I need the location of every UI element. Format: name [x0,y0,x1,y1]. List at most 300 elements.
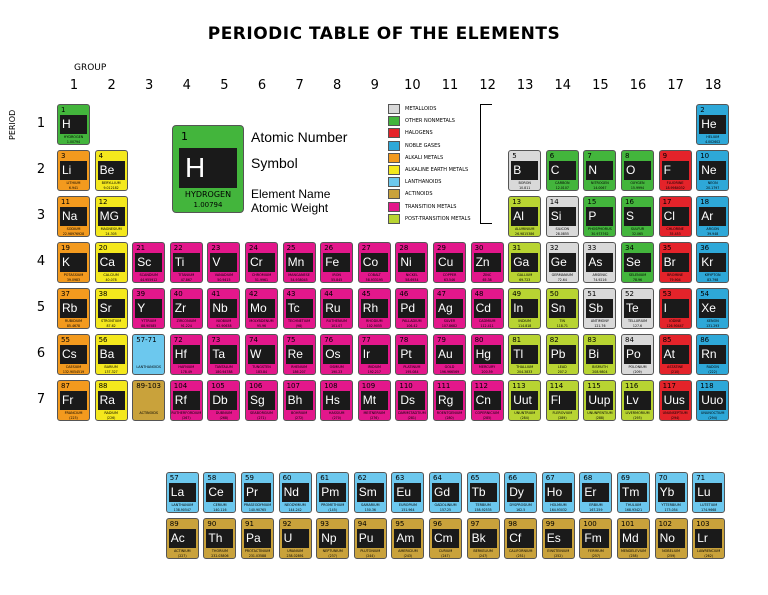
element-name: NOBELIUM [662,549,681,553]
element-cell [692,518,725,559]
legend-item [388,128,508,139]
atomic-number: 66 [508,474,518,482]
atomic-weight: 20.1797 [706,186,720,190]
element-cell [655,518,688,559]
element-cell [542,518,575,559]
element-symbol: Ac [169,529,196,548]
element-cell [696,150,729,191]
atomic-number: 88 [98,382,108,390]
element-cell [583,380,616,421]
legend-item [388,202,508,213]
element-symbol: Uup [586,391,613,410]
atomic-weight: 180.94788 [215,370,233,374]
atomic-weight: 106.42 [406,324,418,328]
atomic-number: 58 [207,474,217,482]
element-symbol: Ra [98,391,125,410]
atomic-weight: 107.8682 [441,324,458,328]
atomic-weight: (252) [554,554,563,558]
element-cell [170,380,203,421]
element-name: PLUTONIUM [360,549,381,553]
element-symbol: Cu [436,253,463,272]
atomic-weight: 164.93032 [549,508,567,512]
element-cell [583,242,616,283]
element-cell [95,150,128,191]
element-cell [358,288,391,329]
atomic-number: 69 [621,474,630,482]
element-symbol: K [60,253,87,272]
element-symbol: Po [624,345,651,364]
element-cell [621,288,654,329]
element-cell [95,242,128,283]
group-number: 15 [592,78,609,93]
element-name: ANTIMONY [590,319,609,323]
atomic-number: 70 [658,474,668,482]
atomic-weight: (284) [520,416,529,420]
period-number: 5 [36,300,46,315]
period-number: 4 [36,254,46,269]
element-cell [207,334,240,375]
atomic-weight: 24.305 [105,232,117,236]
element-name: MOLYBDENUM [249,319,274,323]
atomic-weight: 207.2 [557,370,567,374]
element-name: YTTRIUM [141,319,157,323]
atomic-number: 94 [357,520,367,528]
group-number: 14 [554,78,572,93]
key-symbol: H [179,148,237,188]
element-name: MENDELEVIUM [620,549,647,553]
element-name: IRIDIUM [367,365,381,369]
element-symbol: Te [624,299,651,318]
element-cell [203,518,236,559]
atomic-weight: (251) [516,554,525,558]
atomic-number: 98 [508,520,518,528]
element-name: GERMANIUM [551,273,573,277]
atomic-number: 54 [700,290,710,298]
element-cell [57,380,90,421]
atomic-weight: 132.9054519 [62,370,85,374]
element-symbol: Si [549,207,576,226]
atomic-number: 44 [324,290,334,298]
element-symbol: Zr [173,299,200,318]
atomic-number: 29 [437,244,446,252]
element-symbol: Al [511,207,538,226]
element-cell [320,288,353,329]
atomic-number: 115 [587,382,601,390]
atomic-weight: (237) [328,554,337,558]
element-symbol: Ba [98,345,125,364]
element-symbol: Tm [620,483,647,502]
atomic-number: 46 [399,290,409,298]
atomic-number: 26 [324,244,334,252]
element-symbol: I [662,299,689,318]
element-name: TITANIUM [178,273,195,277]
element-symbol: Mo [248,299,275,318]
element-name: RADIUM [104,411,118,415]
element-symbol: F [662,161,689,180]
atomic-weight: 121.76 [594,324,606,328]
element-symbol: Fl [549,391,576,410]
element-cell [395,242,428,283]
atomic-number: 9 [662,152,668,160]
element-name: TANTALUM [214,365,233,369]
element-name: CURIUM [438,549,453,553]
element-name: GADOLINIUM [434,503,457,507]
element-symbol: Lv [624,391,651,410]
legend-label: TRANSITION METALS [405,203,457,210]
element-name: SAMARIUM [361,503,380,507]
atomic-number: 20 [98,244,108,252]
group-number: 5 [220,78,229,93]
atomic-number: 25 [286,244,296,252]
element-cell [696,288,729,329]
element-name: ASTATINE [667,365,684,369]
atomic-number: 109 [361,382,376,390]
atomic-weight: 178.49 [180,370,192,374]
atomic-number: 41 [211,290,221,298]
atomic-weight: (210) [670,370,680,374]
atomic-weight: 200.59 [481,370,493,374]
element-cell [433,288,466,329]
legend-bracket-line [480,223,492,224]
atomic-number: 73 [211,336,221,344]
element-symbol: Sn [549,299,576,318]
atomic-weight: 69.723 [519,278,531,282]
atomic-weight: 150.36 [364,508,376,512]
element-name: SILICON [555,227,570,231]
element-cell [579,518,612,559]
atomic-number: 81 [512,336,522,344]
atomic-number: 37 [61,290,70,298]
atomic-weight: 6.941 [68,186,79,190]
element-name: TECHNETIUM [287,319,311,323]
element-name: RHENIUM [291,365,308,369]
element-symbol: P [586,207,613,226]
atomic-weight: 14.0067 [593,186,607,190]
element-cell [546,288,579,329]
atomic-number: 74 [249,336,258,344]
atomic-number: 99 [545,520,555,528]
element-cell [391,472,424,513]
element-name: MAGNESIUM [100,227,122,231]
group-number: 17 [667,78,684,93]
element-symbol: Ga [511,253,538,272]
atomic-number: 105 [211,382,225,390]
atomic-weight: (270) [332,416,341,420]
element-symbol: Md [620,529,647,548]
element-name: STRONTIUM [100,319,122,323]
element-symbol: Ce [206,483,233,502]
element-name: CHROMIUM [251,273,272,277]
element-name: THALLIUM [516,365,534,369]
atomic-weight: (268) [219,416,229,420]
element-cell [621,380,654,421]
element-symbol: Kr [699,253,726,272]
element-cell [57,196,90,237]
element-symbol: Fr [60,391,87,410]
group-axis-label: GROUP [74,63,107,73]
element-cell [207,380,240,421]
element-cell [621,242,654,283]
element-name: UNUNOCTIUM [700,411,725,415]
element-cell [354,472,387,513]
element-symbol: Os [323,345,350,364]
atomic-number: 19 [61,244,70,252]
element-symbol: Ds [398,391,425,410]
atomic-number: 103 [696,520,710,528]
atomic-number: 111 [437,382,451,390]
atomic-weight: 102.9055 [366,324,382,328]
element-cell [241,472,274,513]
atomic-weight: (285) [482,416,492,420]
element-name: CHLORINE [666,227,684,231]
element-cell [659,334,692,375]
element-name: NICKEL [405,273,418,277]
element-cell [546,380,579,421]
element-symbol: U [282,529,309,548]
atomic-weight: 87.62 [106,324,116,328]
atomic-weight: 30.973762 [591,232,609,236]
atomic-weight: 26.9815386 [515,232,535,236]
element-cell [471,334,504,375]
element-cell [170,242,203,283]
element-symbol: Pb [549,345,576,364]
element-cell [617,518,650,559]
element-name: YTTERBIUM [661,503,681,507]
element-cell [207,242,240,283]
group-number: 10 [404,78,421,93]
atomic-number: 43 [286,290,296,298]
atomic-number: 57-71 [136,336,157,344]
atomic-weight: 65.38 [482,278,492,282]
legend-swatch [388,128,400,138]
period-number: 1 [36,116,46,131]
legend-item [388,165,508,176]
atomic-number: 32 [549,244,559,252]
element-name: NEON [707,181,718,185]
element-symbol: Sr [98,299,125,318]
atomic-weight: (289) [558,416,567,420]
element-name: MEITNERIUM [363,411,386,415]
element-symbol: Ni [398,253,425,272]
element-cell [433,334,466,375]
element-symbol: Cd [474,299,501,318]
element-cell [95,288,128,329]
element-name: DYSPROSIUM [509,503,532,507]
element-name: PROMETHIUM [321,503,345,507]
element-name: LIVERMORIUM [625,411,650,415]
element-cell [621,196,654,237]
group-number: 9 [370,78,379,93]
element-cell [395,288,428,329]
group-number: 12 [479,78,496,93]
element-name: THULIUM [625,503,642,507]
group-number: 6 [257,78,267,93]
element-symbol: In [511,299,538,318]
element-name: LUTETIUM [700,503,718,507]
atomic-weight: 157.25 [439,508,452,512]
element-symbol: Ge [549,253,576,272]
element-name: CARBON [555,181,570,185]
element-cell [57,150,90,191]
element-symbol: Hg [474,345,501,364]
element-cell [429,472,462,513]
atomic-number: 93 [320,520,330,528]
element-name: DARMSTADTIUM [398,411,426,415]
element-cell [542,472,575,513]
element-cell [696,104,729,145]
element-symbol: As [586,253,613,272]
atomic-number: 1 [61,106,66,114]
element-cell [132,242,165,283]
atomic-number: 49 [512,290,522,298]
atomic-number: 67 [545,474,555,482]
element-name: CERIUM [213,503,227,507]
atomic-weight: 126.90447 [666,324,684,328]
element-symbol: Er [582,483,609,502]
element-symbol: Ir [361,345,388,364]
atomic-number: 112 [474,382,488,390]
element-cell [546,196,579,237]
element-cell [166,518,199,559]
element-name: NEPTUNIUM [322,549,343,553]
legend-label: ACTINOIDS [405,191,433,198]
atomic-weight: 51.9961 [254,278,269,282]
key-element-name: HYDROGEN [184,190,232,199]
element-name: ARSENIC [592,273,608,277]
element-symbol: O [624,161,651,180]
atomic-weight: 58.6934 [405,278,419,282]
element-symbol: Ag [436,299,463,318]
atomic-number: 64 [433,474,442,482]
element-symbol: Bk [470,529,497,548]
element-cell [546,242,579,283]
element-symbol: Rh [361,299,388,318]
atomic-number: 97 [470,520,480,528]
atomic-number: 35 [662,244,672,252]
atomic-number: 16 [625,198,634,206]
atomic-number: 106 [249,382,263,390]
element-name: FLEROVIUM [552,411,573,415]
element-name: SCANDIUM [139,273,158,277]
atomic-weight: 83.798 [707,278,719,282]
element-symbol: Nd [282,483,309,502]
element-name: PROTACTINIUM [244,549,271,553]
element-symbol: Ca [98,253,125,272]
atomic-weight: (280) [445,416,454,420]
atomic-weight: 238.02891 [286,554,304,558]
atomic-weight: 92.90638 [216,324,232,328]
atomic-number: 75 [286,336,296,344]
element-name: BERYLLIUM [101,181,121,185]
legend-swatch [388,165,400,175]
element-name: HYDROGEN [63,135,84,139]
element-cell [279,472,312,513]
atomic-number: 91 [245,520,254,528]
element-symbol: Uut [511,391,538,410]
element-name: ROENTGENIUM [436,411,463,415]
element-cell [504,518,537,559]
element-symbol: Na [60,207,87,226]
atomic-weight: 88.90585 [141,324,157,328]
atomic-number: 48 [474,290,484,298]
atomic-number: 42 [249,290,258,298]
legend-label: LANTHANOIDS [405,179,442,186]
key-label-atomic-number: Atomic Number [251,129,348,145]
legend-item [388,189,508,200]
element-symbol: Cf [507,529,534,548]
element-symbol: Rg [436,391,463,410]
element-cell [320,380,353,421]
element-symbol: Nb [210,299,237,318]
period-axis-label: PERIOD [8,109,17,140]
element-symbol: Cs [60,345,87,364]
element-symbol: Pt [398,345,425,364]
element-cell [132,334,165,375]
element-cell [471,380,504,421]
legend-swatch [388,202,400,212]
atomic-weight: (223) [69,416,78,420]
page-title: PERIODIC TABLE OF THE ELEMENTS [207,24,561,44]
atomic-number: 80 [474,336,484,344]
element-symbol: Cm [432,529,459,548]
element-name: FLUORINE [666,181,684,185]
element-name: COPPER [442,273,457,277]
atomic-number: 57 [169,474,179,482]
element-symbol: Pr [244,483,271,502]
atomic-weight: (293) [633,416,642,420]
atomic-number: 6 [549,152,555,160]
element-name: THORIUM [211,549,228,553]
atomic-number: 68 [583,474,593,482]
element-cell [358,334,391,375]
element-name: LEAD [557,365,567,369]
atomic-number: 62 [357,474,367,482]
atomic-weight: 144.242 [288,508,302,512]
atomic-number: 21 [136,244,146,252]
element-symbol: Co [361,253,388,272]
legend-swatch [388,214,400,224]
element-name: EINSTEINIUM [547,549,570,553]
element-cell [546,334,579,375]
atomic-weight: 4.002602 [705,140,721,144]
element-cell [508,242,541,283]
atomic-number: 51 [587,290,597,298]
atomic-weight: 85.4678 [66,324,81,328]
atomic-number: 65 [470,474,480,482]
element-name: BISMUTH [592,365,608,369]
element-cell [245,288,278,329]
group-number: 7 [295,78,304,93]
atomic-weight: 32.065 [631,232,644,236]
legend-label: NOBLE GASES [405,142,441,149]
group-number: 16 [629,78,647,93]
legend-item [388,116,508,127]
element-cell [391,518,424,559]
atomic-weight: 174.9668 [701,508,717,512]
legend-bracket-line [480,104,492,105]
element-cell [433,380,466,421]
element-cell [245,334,278,375]
atomic-number: 71 [696,474,706,482]
element-symbol [135,345,162,364]
atomic-number: 3 [61,152,66,160]
atomic-weight: 9.012182 [103,186,119,190]
element-name: CADMIUM [478,319,496,323]
atomic-weight: (262) [704,554,713,558]
element-cell [395,380,428,421]
atomic-number: 86 [700,336,710,344]
atomic-weight: (294) [708,416,717,420]
